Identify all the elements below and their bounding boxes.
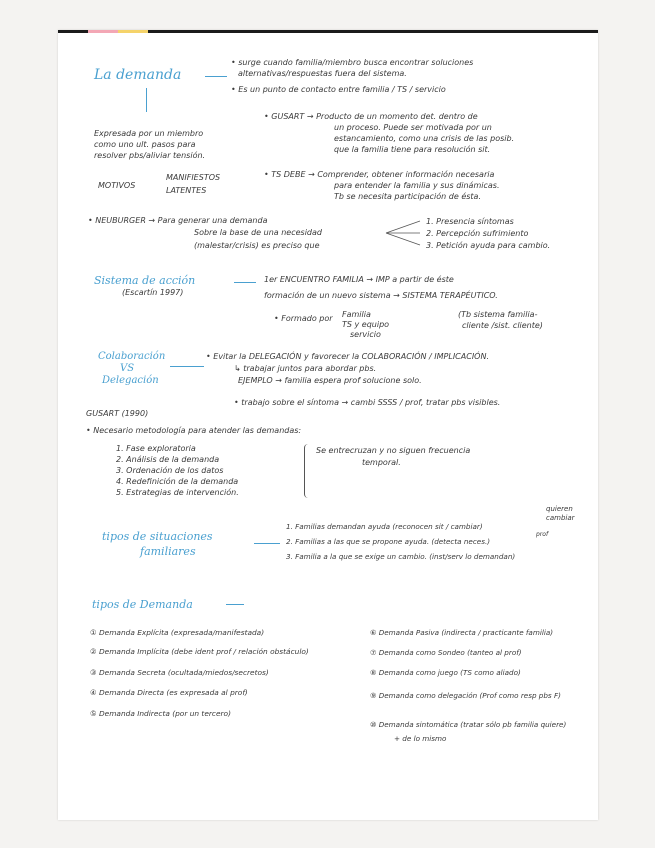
colaboracion-line-4: • trabajo sobre el síntoma → cambi SSSS / prof, tratar pbs visibles. (234, 398, 501, 407)
motivos-manifiestos: MANIFIESTOS (166, 173, 221, 182)
sistema-line-2: formación de un nuevo sistema → SISTEMA TERAPÉUTICO. (264, 291, 498, 300)
top-color-strip (58, 30, 598, 33)
gusart-1: • GUSART → Producto de un momento det. dentro de (264, 112, 478, 121)
gusart1990-step-5: 5. Estrategias de intervención. (116, 488, 239, 497)
gusart1990-step-2: 2. Análisis de la demanda (116, 455, 220, 464)
demanda-expresada-3: resolver pbs/aliviar tensión. (94, 151, 206, 160)
demanda-expresada-1: Expresada por un miembro (94, 129, 204, 138)
gusart1990-step-3: 3. Ordenación de los datos (116, 466, 224, 475)
heading-delegacion: Delegación (102, 375, 159, 386)
gusart-2: un proceso. Puede ser motivada por un (334, 123, 492, 132)
situaciones-item-2: 2. Familias a las que se propone ayuda. (detecta neces.) (286, 537, 491, 546)
tipo-demanda-2: ② Demanda Implícita (debe ident prof / relación obstáculo) (90, 647, 309, 656)
gusart1990-brace (304, 444, 311, 498)
sistema-line-1: 1er ENCUENTRO FAMILIA → IMP a partir de éste (264, 275, 454, 284)
neuburger-item-3: 3. Petición ayuda para cambio. (426, 241, 551, 250)
demanda-punto: • Es un punto de contacto entre familia / TS / servicio (231, 85, 446, 94)
tsdebe-2: para entender la familia y sus dinámicas. (334, 181, 500, 190)
arrow-demanda-down (146, 88, 147, 112)
notebook-page (58, 30, 598, 820)
sistema-formado: • Formado por (274, 314, 333, 323)
demanda-surge-1: • surge cuando familia/miembro busca encontrar soluciones (231, 58, 474, 67)
demanda-expresada-2: como uno ult. pasos para (94, 140, 196, 149)
gusart1990-step-1: 1. Fase exploratoria (116, 444, 196, 453)
gusart1990-note-2: temporal. (362, 458, 401, 467)
situaciones-cambiar: cambiar (546, 514, 575, 522)
gusart1990-note-1: Se entrecruzan y no siguen frecuencia (316, 446, 471, 455)
tipo-demanda-3: ③ Demanda Secreta (ocultada/miedos/secretos) (90, 668, 269, 677)
neuburger-item-2: 2. Percepción sufrimiento (426, 229, 529, 238)
heading-colaboracion: Colaboración (98, 351, 166, 362)
heading-tipos-situaciones-1: tipos de situaciones (102, 530, 213, 543)
colaboracion-line-1: • Evitar la DELEGACIÓN y favorecer la COLABORACIÓN / IMPLICACIÓN. (206, 352, 490, 361)
gusart-4: que la familia tiene para resolución sit. (334, 145, 491, 154)
sistema-tb-2: cliente /sist. cliente) (462, 321, 543, 330)
tipo-demanda-10-extra: + de lo mismo (394, 734, 447, 743)
tipo-demanda-6: ⑥ Demanda Pasiva (indirecta / practicante familia) (370, 628, 554, 637)
gusart-3: estancamiento, como una crisis de las posib. (334, 134, 515, 143)
demanda-surge-2: alternativas/respuestas fuera del sistema. (238, 69, 407, 78)
colaboracion-line-3: EJEMPLO → familia espera prof solucione solo. (238, 376, 422, 385)
arrow-demanda-right (205, 76, 227, 77)
motivos-latentes: LATENTES (166, 186, 207, 195)
situaciones-quieren: quieren (546, 505, 573, 513)
tipo-demanda-8: ⑧ Demanda como juego (TS como aliado) (370, 668, 521, 677)
colaboracion-line-2: ↳ trabajar juntos para abordar pbs. (234, 364, 377, 373)
tsdebe-1: • TS DEBE → Comprender, obtener información necesaria (264, 170, 495, 179)
arrow-colaboracion-right (170, 366, 204, 367)
heading-tipos-demanda: tipos de Demanda (92, 598, 193, 611)
sistema-member-familia: Familia (342, 310, 371, 319)
arrow-tipos-demanda (226, 604, 244, 605)
gusart1990-step-4: 4. Redefinición de la demanda (116, 477, 239, 486)
situaciones-item-1: 1. Familias demandan ayuda (reconocen sit / cambiar) (286, 522, 483, 531)
neuburger-3: (malestar/crisis) es preciso que (194, 241, 320, 250)
sistema-tb-1: (Tb sistema familia- (458, 310, 538, 319)
neuburger-fork-arrows (386, 218, 426, 248)
arrow-situaciones-right (254, 543, 280, 544)
tipo-demanda-9: ⑨ Demanda como delegación (Prof como resp pbs F) (370, 691, 561, 700)
neuburger-1: • NEUBURGER → Para generar una demanda (88, 216, 268, 225)
tipo-demanda-4: ④ Demanda Directa (es expresada al prof) (90, 688, 248, 697)
heading-tipos-situaciones-2: familiares (140, 545, 196, 558)
tsdebe-3: Tb se necesita participación de ésta. (334, 192, 481, 201)
motivos-label: MOTIVOS (98, 181, 136, 190)
situaciones-prof: prof (536, 531, 549, 538)
neuburger-item-1: 1. Presencia síntomas (426, 217, 514, 226)
situaciones-item-3: 3. Familia a la que se exige un cambio. (inst/serv lo demandan) (286, 552, 516, 561)
tipo-demanda-5: ⑤ Demanda Indirecta (por un tercero) (90, 709, 231, 718)
tipo-demanda-7: ⑦ Demanda como Sondeo (tanteo al prof) (370, 648, 522, 657)
heading-sistema-accion: Sistema de acción (94, 274, 196, 287)
sistema-escartin: (Escartín 1997) (122, 288, 184, 297)
arrow-sistema-right (234, 282, 256, 283)
gusart1990-title: GUSART (1990) (86, 409, 149, 418)
tipo-demanda-10: ⑩ Demanda sintomática (tratar sólo pb familia quiere) (370, 720, 567, 729)
sistema-member-ts: TS y equipo (342, 320, 390, 329)
heading-la-demanda: La demanda (94, 67, 182, 83)
neuburger-2: Sobre la base de una necesidad (194, 228, 322, 237)
sistema-member-servicio: servicio (350, 330, 381, 339)
tipo-demanda-1: ① Demanda Explícita (expresada/manifestada) (90, 628, 265, 637)
gusart1990-intro: • Necesario metodología para atender las demandas: (86, 426, 302, 435)
heading-vs: VS (120, 363, 135, 374)
